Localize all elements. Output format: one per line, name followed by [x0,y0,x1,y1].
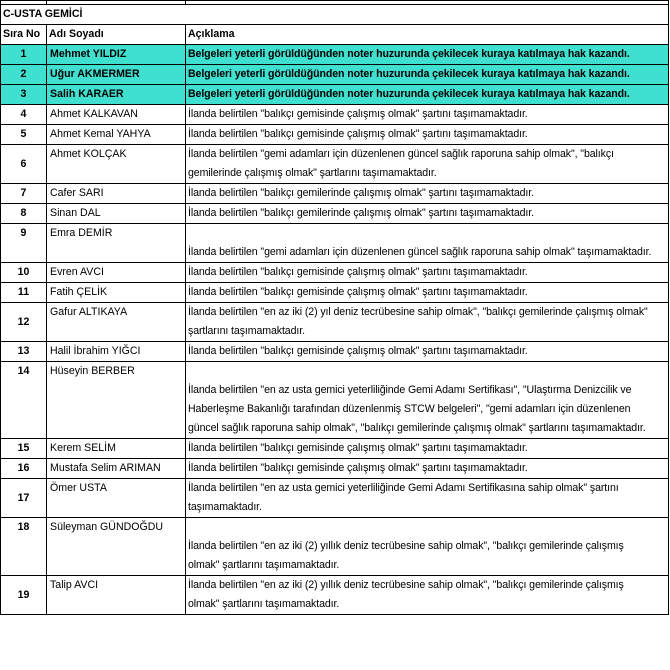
table-row [1,85,669,105]
description-line: İlanda belirtilen "balıkçı gemisinde çalışmış olmak" şartını taşımamaktadır. [188,345,528,357]
table-row [1,224,669,263]
row-number: 1 [1,45,47,65]
description-line: İlanda belirtilen "en az iki (2) yıllık deniz tecrübesine sahip olmak", "balıkçı gemilerinde çalışmış [188,579,624,591]
row-number: 18 [1,518,47,576]
description-line: olmak" şartlarını taşımamaktadır. [188,598,340,610]
description-line: İlanda belirtilen "balıkçı gemilerinde çalışmış olmak" şartını taşımamaktadır. [188,207,534,219]
table-row [1,303,669,342]
row-description [186,362,669,439]
row-name: Halil İbrahim YIĞCI [47,342,186,362]
row-description [186,45,669,65]
table-row [1,362,669,439]
section-title-row [1,5,669,25]
description-line: Belgeleri yeterli görüldüğünden noter huzurunda çekilecek kuraya katılmaya hak kazandı. [188,48,630,60]
row-name: Süleyman GÜNDOĞDU [47,518,186,576]
description-line: Belgeleri yeterli görüldüğünden noter huzurunda çekilecek kuraya katılmaya hak kazandı. [188,88,630,100]
description-line: İlanda belirtilen "en az iki (2) yıllık deniz tecrübesine sahip olmak", "balıkçı gemilerinde çalışmış [188,540,624,552]
table-row [1,263,669,283]
row-description [186,125,669,145]
row-number: 17 [1,479,47,518]
row-description [186,85,669,105]
header-no: Sıra No [1,25,47,45]
row-number: 13 [1,342,47,362]
row-name: Talip AVCI [47,576,186,615]
row-name: Kerem SELİM [47,439,186,459]
description-line: güncel sağlık raporuna sahip olmak", "balıkçı gemilerinde çalışmış olmak" şartlarını taşımamaktadır. [188,422,646,434]
row-description [186,576,669,615]
row-description [186,184,669,204]
row-number: 4 [1,105,47,125]
table-row [1,65,669,85]
description-line: taşımamaktadır. [188,501,262,513]
row-number: 10 [1,263,47,283]
row-name: Cafer SARI [47,184,186,204]
description-line: İlanda belirtilen "balıkçı gemilerinde çalışmış olmak" şartını taşımamaktadır. [188,187,534,199]
description-line: gemilerinde çalışmış olmak" şartlarını taşımamaktadır. [188,167,437,179]
table-row [1,184,669,204]
row-description [186,105,669,125]
description-line: İlanda belirtilen "en az usta gemici yeterliliğinde Gemi Adamı Sertifikasına sahip olmak" şartını [188,482,619,494]
description-line: İlanda belirtilen "balıkçı gemisinde çalışmış olmak" şartını taşımamaktadır. [188,266,528,278]
row-name: Ahmet KOLÇAK [47,145,186,184]
table-row [1,576,669,615]
row-description [186,479,669,518]
header-row [1,25,669,45]
table-row [1,283,669,303]
row-number: 15 [1,439,47,459]
description-line: İlanda belirtilen "gemi adamları için düzenlenen güncel sağlık raporuna sahip olmak" taşımamaktadır. [188,246,652,258]
row-name: Emra DEMİR [47,224,186,263]
row-number: 9 [1,224,47,263]
row-name: Mustafa Selim ARIMAN [47,459,186,479]
description-line: şartlarını taşımamaktadır. [188,325,305,337]
header-desc: Açıklama [186,25,669,45]
description-line: Haberleşme Bakanlığı tarafından düzenlenmiş STCW belgeleri", "gemi adamları için düzenlenen [188,403,631,415]
row-number: 19 [1,576,47,615]
description-line: İlanda belirtilen "balıkçı gemisinde çalışmış olmak" şartını taşımamaktadır. [188,128,528,140]
row-description [186,459,669,479]
row-name: Gafur ALTIKAYA [47,303,186,342]
table-row [1,439,669,459]
header-name: Adı Soyadı [47,25,186,45]
row-name: Ahmet Kemal YAHYA [47,125,186,145]
row-name: Uğur AKMERMER [47,65,186,85]
table-row [1,479,669,518]
section-title: C-USTA GEMİCİ [1,5,669,25]
row-description [186,65,669,85]
row-name: Ömer USTA [47,479,186,518]
row-number: 3 [1,85,47,105]
table-row [1,204,669,224]
row-number: 8 [1,204,47,224]
description-line: İlanda belirtilen "balıkçı gemisinde çalışmış olmak" şartını taşımamaktadır. [188,462,528,474]
row-description [186,518,669,576]
row-number: 2 [1,65,47,85]
table-row [1,45,669,65]
description-line: İlanda belirtilen "balıkçı gemisinde çalışmış olmak" şartını taşımamaktadır. [188,108,528,120]
row-description [186,145,669,184]
row-description [186,342,669,362]
row-number: 16 [1,459,47,479]
row-description [186,224,669,263]
table-row [1,105,669,125]
row-number: 12 [1,303,47,342]
description-line: İlanda belirtilen "balıkçı gemisinde çalışmış olmak" şartını taşımamaktadır. [188,286,528,298]
table-row [1,125,669,145]
row-number: 7 [1,184,47,204]
row-description [186,439,669,459]
row-description [186,283,669,303]
table-row [1,459,669,479]
row-name: Sinan DAL [47,204,186,224]
row-number: 5 [1,125,47,145]
description-line: İlanda belirtilen "en az iki (2) yıl deniz tecrübesine sahip olmak", "balıkçı gemilerinde çalışmış olmak" [188,306,648,318]
row-name: Fatih ÇELİK [47,283,186,303]
table-row [1,518,669,576]
row-name: Hüseyin BERBER [47,362,186,439]
description-line: İlanda belirtilen "en az usta gemici yeterliliğinde Gemi Adamı Sertifikası", "Ulaştırma Denizcilik ve [188,384,632,396]
row-name: Salih KARAER [47,85,186,105]
row-number: 6 [1,145,47,184]
row-description [186,204,669,224]
table-row [1,342,669,362]
table-row [1,145,669,184]
row-description [186,263,669,283]
description-line: Belgeleri yeterli görüldüğünden noter huzurunda çekilecek kuraya katılmaya hak kazandı. [188,68,630,80]
description-line: İlanda belirtilen "balıkçı gemisinde çalışmış olmak" şartını taşımamaktadır. [188,442,528,454]
row-number: 11 [1,283,47,303]
row-name: Evren AVCI [47,263,186,283]
row-description [186,303,669,342]
description-line: İlanda belirtilen "gemi adamları için düzenlenen güncel sağlık raporuna sahip olmak", "balıkçı [188,148,614,160]
row-name: Mehmet YILDIZ [47,45,186,65]
row-name: Ahmet KALKAVAN [47,105,186,125]
description-line: olmak" şartlarını taşımamaktadır. [188,559,340,571]
row-number: 14 [1,362,47,439]
